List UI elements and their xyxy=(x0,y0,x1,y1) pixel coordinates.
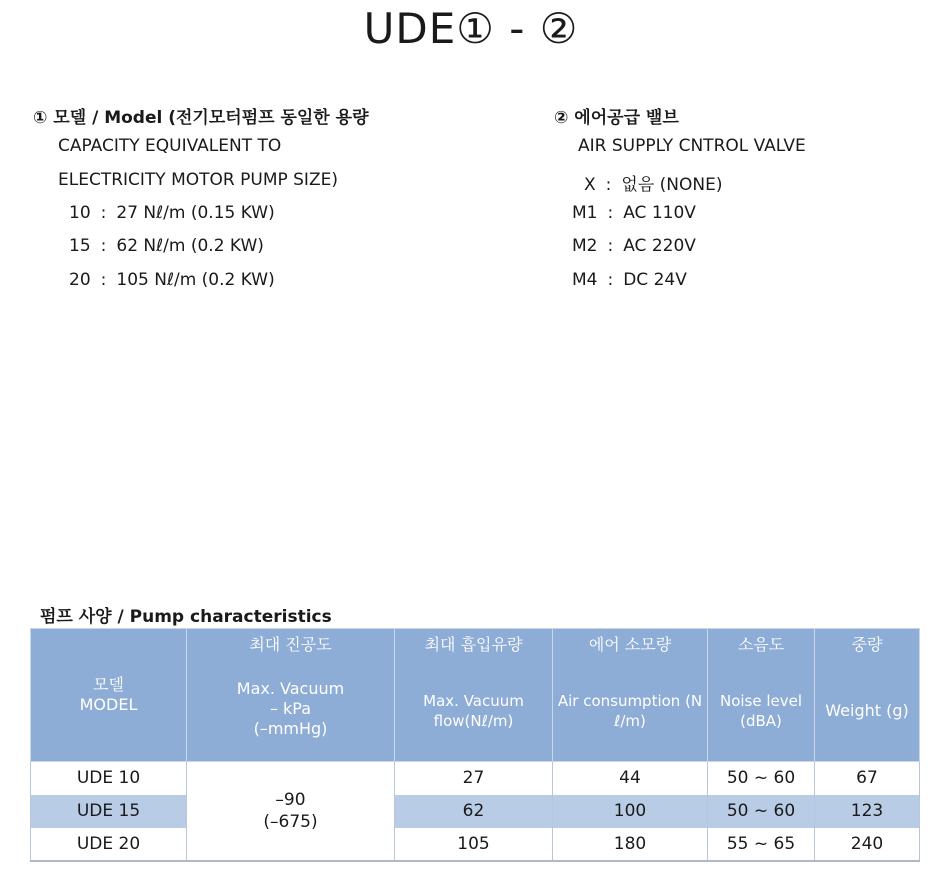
table-row xyxy=(31,762,920,795)
cell-noise: 55 ~ 65 xyxy=(708,828,815,861)
header-air-en-2: ℓ/m) xyxy=(614,712,646,730)
cell-noise: 50 ~ 60 xyxy=(708,762,815,795)
header-vacuum-ko: 최대 진공도 xyxy=(249,635,332,654)
model-item-value: 27 Nℓ/m (0.15 KW) xyxy=(116,203,275,223)
cell-flow: 27 xyxy=(395,762,553,795)
header-vacuum-en-3: (–mmHg) xyxy=(253,719,328,738)
header-flow-en-2: flow(Nℓ/m) xyxy=(433,712,514,730)
model-item-separator: : xyxy=(100,270,107,290)
cell-vacuum-kpa: –90 xyxy=(275,789,306,810)
valve-item-separator: : xyxy=(607,236,614,256)
header-noise-en-1: Noise level xyxy=(719,692,803,710)
model-item-key: 20 xyxy=(69,270,91,290)
valve-item xyxy=(572,203,696,223)
header-weight-en: Weight (g) xyxy=(825,701,909,720)
cell-air: 100 xyxy=(553,795,708,828)
model-sub-line-2: ELECTRICITY MOTOR PUMP SIZE) xyxy=(58,170,338,190)
header-noise xyxy=(708,629,815,762)
model-sub-line-1: CAPACITY EQUIVALENT TO xyxy=(58,136,282,156)
header-weight-ko: 중량 xyxy=(851,635,883,654)
model-item-key: 15 xyxy=(69,236,91,256)
cell-flow: 62 xyxy=(395,795,553,828)
model-item xyxy=(69,203,275,223)
cell-air: 44 xyxy=(553,762,708,795)
model-item-value: 62 Nℓ/m (0.2 KW) xyxy=(116,236,264,256)
model-item-separator: : xyxy=(100,236,107,256)
valve-item-value: 없음 (NONE) xyxy=(621,175,723,195)
cell-weight: 67 xyxy=(815,762,920,795)
header-flow-ko: 최대 흡입유량 xyxy=(424,635,523,654)
valve-item-key: M4 xyxy=(572,270,598,290)
cell-model: UDE 20 xyxy=(31,828,187,861)
cell-weight: 123 xyxy=(815,795,920,828)
valve-item-separator: : xyxy=(607,270,614,290)
cell-vacuum xyxy=(187,762,395,861)
table-header-row xyxy=(31,629,920,762)
cell-air: 180 xyxy=(553,828,708,861)
valve-item-separator: : xyxy=(607,203,614,223)
valve-item-value: DC 24V xyxy=(623,270,687,290)
table-row xyxy=(31,795,920,828)
valve-item xyxy=(572,236,696,256)
header-flow xyxy=(395,629,553,762)
cell-vacuum-mmhg: (–675) xyxy=(263,811,318,832)
valve-heading: ② 에어공급 밸브 xyxy=(554,108,679,128)
model-heading: ① 모델 / Model (전기모터펌프 동일한 용량 xyxy=(33,108,369,128)
page-title: UDE① - ② xyxy=(363,4,579,53)
header-model-en: MODEL xyxy=(79,695,138,714)
valve-item-key: X xyxy=(584,175,596,195)
table-row xyxy=(31,828,920,861)
valve-item-value: AC 110V xyxy=(623,203,696,223)
header-vacuum xyxy=(187,629,395,762)
valve-item-value: AC 220V xyxy=(623,236,696,256)
model-item xyxy=(69,270,275,290)
table-title: 펌프 사양 / Pump characteristics xyxy=(40,607,332,627)
header-air-ko: 에어 소모량 xyxy=(588,635,672,654)
header-model-ko: 모델 xyxy=(93,675,124,694)
header-air-en-1: Air consumption (N xyxy=(557,692,703,710)
header-vacuum-en-2: – kPa xyxy=(269,699,312,718)
header-flow-en-1: Max. Vacuum xyxy=(423,692,524,710)
valve-item-key: M2 xyxy=(572,236,598,256)
header-weight xyxy=(815,629,920,762)
pump-spec-table xyxy=(30,628,920,862)
valve-item xyxy=(584,170,722,195)
header-air xyxy=(553,629,708,762)
cell-flow: 105 xyxy=(395,828,553,861)
valve-item xyxy=(572,270,687,290)
valve-item-key: M1 xyxy=(572,203,598,223)
cell-model: UDE 15 xyxy=(31,795,187,828)
header-model xyxy=(31,629,187,762)
model-item-key: 10 xyxy=(69,203,91,223)
model-item xyxy=(69,236,264,256)
header-noise-en-2: (dBA) xyxy=(740,712,782,730)
model-item-value: 105 Nℓ/m (0.2 KW) xyxy=(116,270,275,290)
cell-model: UDE 10 xyxy=(31,762,187,795)
cell-noise: 50 ~ 60 xyxy=(708,795,815,828)
valve-item-separator: : xyxy=(605,175,612,195)
valve-sub-line-1: AIR SUPPLY CNTROL VALVE xyxy=(578,136,806,156)
header-noise-ko: 소음도 xyxy=(737,635,785,654)
header-vacuum-en-1: Max. Vacuum xyxy=(236,679,345,698)
cell-weight: 240 xyxy=(815,828,920,861)
model-item-separator: : xyxy=(100,203,107,223)
